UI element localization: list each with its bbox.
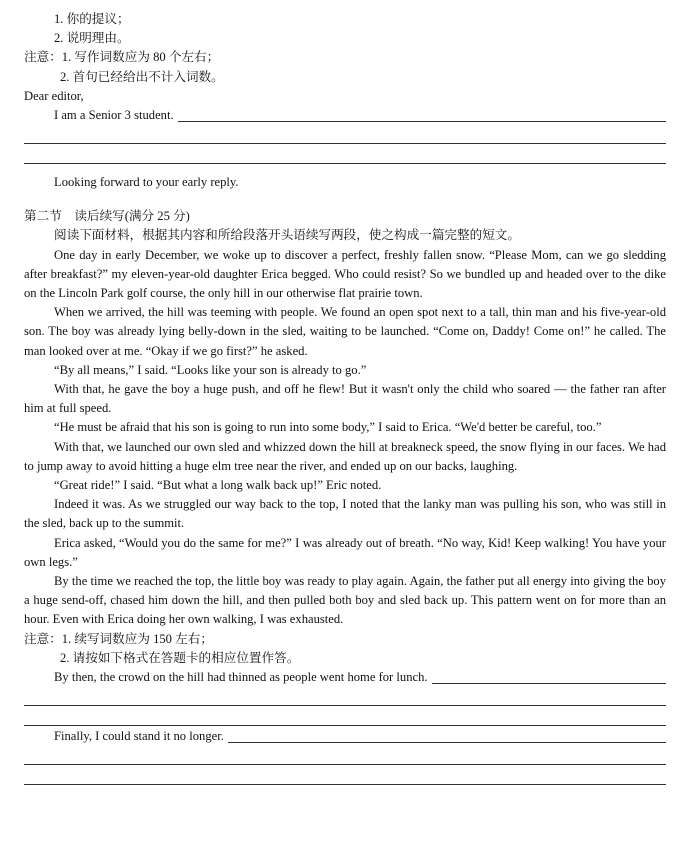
answer-blank[interactable] [178,107,666,122]
answer-blank[interactable] [228,728,666,743]
answer-line[interactable] [24,707,666,726]
letter-first-line[interactable] [24,106,666,125]
section-title: 第二节 读后续写(满分 25 分) [24,209,190,224]
requirement-item-1: 1. 你的提议； [54,12,130,26]
continuation-prompt-1: By then, the crowd on the hill had thinned as people went home for lunch. [54,669,428,684]
story-paragraph: Indeed it was. As we struggled our way back to the top, I noted that the lanky man was pulling his son, who was still in the sled, back up to the summit. [24,497,666,531]
story-paragraph: With that, he gave the boy a huge push, and off he flew! But it wasn't only the child who soared — the father ran after him at full speed. [24,381,666,416]
requirement-item-2: 2. 说明理由。 [54,31,130,46]
story-paragraph: “Great ride!” I said. “But what a long walk back up!” Eric noted. [54,477,382,492]
letter-closing: Looking forward to your early reply. [54,175,239,190]
section-instruction: 阅读下面材料，根据其内容和所给段落开头语续写两段，使之构成一篇完整的短文。 [54,228,520,243]
story-paragraph: With that, we launched our own sled and whizzed down the hill at breakneck speed, the snow flying in our faces. We had to jump away to avoid hitting a huge elm tree near the river, and ended up on our backs, laughing. [24,439,666,473]
answer-line[interactable] [24,766,666,785]
answer-line[interactable] [24,145,666,164]
continuation-note-2: 2. 请按如下格式在答题卡的相应位置作答。 [60,650,300,665]
continuation-prompt-1-row[interactable] [24,668,666,687]
story-paragraph: By the time we reached the top, the little boy was ready to play again. Again, the father put all energy into giving the boy a huge send-off, chased him down the hill, and then pulled both boy and sled back up. This pattern went on for more than an hour. Even with Erica doing her own walking, I was exhausted. [24,573,666,627]
story-paragraph: “He must be afraid that his son is going to run into some body,” I said to Erica. “We'd better be careful, too.” [54,420,602,435]
answer-line[interactable] [24,687,666,706]
answer-line[interactable] [24,125,666,144]
writing-note-2: 2. 首句已经给出不计入词数。 [60,69,224,84]
continuation-note-1: 注意：1. 续写词数应为 150 左右； [24,631,213,646]
continuation-prompt-2-row[interactable] [24,727,666,746]
exam-page [24,10,666,786]
story-paragraph: When we arrived, the hill was teeming with people. We found an open spot next to a tall, thin man and his five-year-old son. The boy was already lying belly-down in the sled, waiting to be launched. “Come on, Daddy! Come on!” he called. The man looked over at me. “Okay if we go first?” he asked. [24,305,666,358]
continuation-prompt-2: Finally, I could stand it no longer. [54,729,224,744]
story-text [24,246,666,630]
letter-first-sentence: I am a Senior 3 student. [54,107,174,122]
answer-line[interactable] [24,746,666,765]
answer-blank[interactable] [432,669,666,684]
story-paragraph: Erica asked, “Would you do the same for me?” I was already out of breath. “No way, Kid! Keep walking! You have your own legs.” [24,535,666,569]
writing-note-1: 注意：1. 写作词数应为 80 个左右； [24,50,220,65]
story-paragraph: One day in early December, we woke up to discover a perfect, freshly fallen snow. “Please Mom, can we go sledding after breakfast?” my eleven-year-old daughter Erica begged. Who could resist? So we bundled up and headed over to the dike on the Lincoln Park golf course, the only hill in our otherwise flat prairie town. [24,247,666,300]
letter-salutation: Dear editor, [24,88,84,103]
story-paragraph: “By all means,” I said. “Looks like your son is already to go.” [54,362,367,377]
